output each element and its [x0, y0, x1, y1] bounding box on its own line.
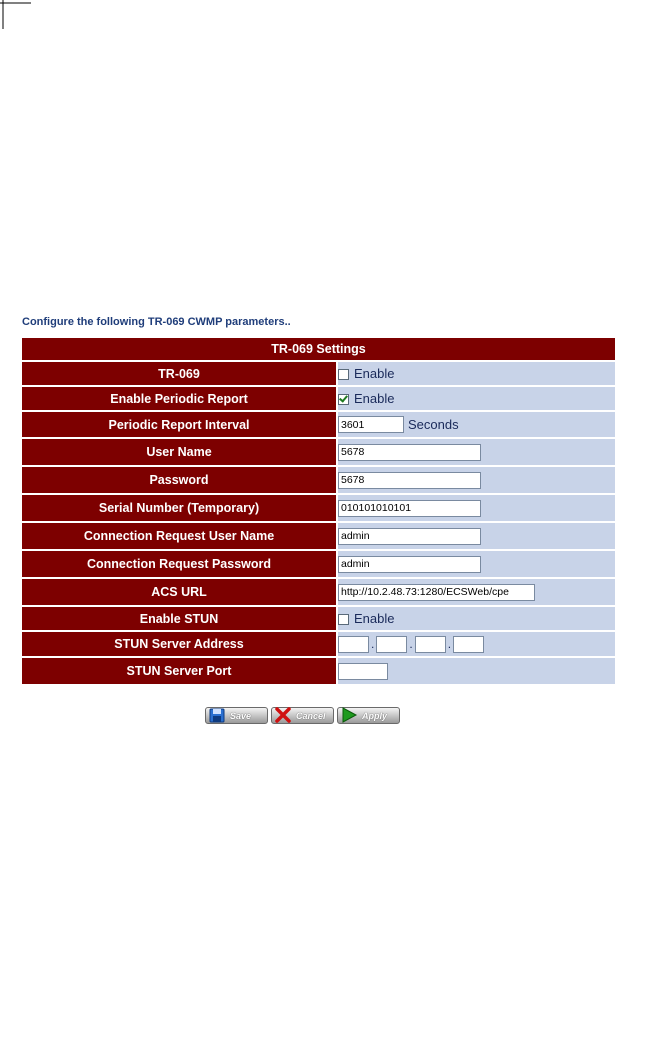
serial-number-input[interactable]	[338, 500, 481, 517]
user-name-label: User Name	[22, 439, 338, 465]
conn-req-user-label: Connection Request User Name	[22, 523, 338, 549]
row-enable-periodic-report	[22, 387, 615, 410]
cancel-button-label: Cancel	[296, 711, 326, 721]
tr069-enable-label: Enable	[354, 366, 395, 382]
apply-button[interactable]	[337, 707, 400, 724]
page-corner-mark	[0, 0, 31, 29]
tr069-enable-checkbox[interactable]	[338, 365, 394, 380]
stun-port-input[interactable]	[338, 663, 388, 680]
acs-url-input[interactable]	[338, 584, 535, 601]
green-play-arrow-icon	[340, 706, 358, 724]
periodic-report-value-cell	[338, 387, 615, 410]
periodic-interval-value-cell	[338, 412, 615, 437]
stun-address-label: STUN Server Address	[22, 632, 338, 656]
periodic-report-label: Enable Periodic Report	[22, 387, 338, 410]
conn-req-password-label: Connection Request Password	[22, 551, 338, 577]
stun-enable-checkbox[interactable]	[338, 610, 394, 625]
password-value-cell	[338, 467, 615, 493]
stun-port-label: STUN Server Port	[22, 658, 338, 684]
stun-port-value-cell	[338, 658, 615, 684]
intro-text: Configure the following TR-069 CWMP parameters..	[22, 316, 291, 328]
row-password	[22, 467, 615, 493]
tr069-value-cell	[338, 362, 615, 385]
periodic-report-enable-label: Enable	[354, 391, 395, 407]
periodic-interval-input[interactable]	[338, 416, 404, 433]
row-acs-url	[22, 579, 615, 605]
octet-separator: .	[371, 637, 375, 652]
apply-button-label: Apply	[362, 711, 388, 721]
checkbox-unchecked-icon[interactable]	[338, 369, 349, 380]
conn-req-user-input[interactable]	[338, 528, 481, 545]
conn-req-user-value-cell	[338, 523, 615, 549]
checkbox-checked-icon[interactable]	[338, 394, 349, 405]
cancel-button[interactable]	[271, 707, 334, 724]
password-input[interactable]	[338, 472, 481, 489]
row-tr069	[22, 362, 615, 385]
row-enable-stun	[22, 607, 615, 630]
periodic-interval-label: Periodic Report Interval	[22, 412, 338, 437]
row-stun-server-port	[22, 658, 615, 684]
interval-unit-label: Seconds	[408, 417, 459, 433]
row-periodic-report-interval	[22, 412, 615, 437]
password-label: Password	[22, 467, 338, 493]
enable-stun-label: Enable STUN	[22, 607, 338, 630]
user-name-input[interactable]	[338, 444, 481, 461]
octet-separator: .	[447, 637, 452, 652]
acs-url-label: ACS URL	[22, 579, 338, 605]
table-title: TR-069 Settings	[22, 338, 615, 360]
octet-separator: .	[409, 637, 413, 652]
conn-req-password-input[interactable]	[338, 556, 481, 573]
enable-stun-value-cell	[338, 607, 615, 630]
floppy-disk-icon	[208, 706, 226, 724]
save-button[interactable]	[205, 707, 268, 724]
tr069-label: TR-069	[22, 362, 338, 385]
row-user-name	[22, 439, 615, 465]
stun-enable-label: Enable	[354, 611, 395, 627]
stun-address-octet-4[interactable]	[453, 636, 484, 653]
serial-number-label: Serial Number (Temporary)	[22, 495, 338, 521]
red-x-icon	[274, 706, 292, 724]
checkbox-unchecked-icon[interactable]	[338, 614, 349, 625]
row-serial-number	[22, 495, 615, 521]
row-connection-request-user-name	[22, 523, 615, 549]
stun-address-octet-1[interactable]	[338, 636, 369, 653]
stun-address-octet-2[interactable]	[376, 636, 407, 653]
stun-address-value-cell	[338, 632, 615, 656]
stun-address-octet-3[interactable]	[415, 636, 446, 653]
serial-number-value-cell	[338, 495, 615, 521]
table-header-row	[22, 338, 615, 360]
user-name-value-cell	[338, 439, 615, 465]
periodic-report-enable-checkbox[interactable]	[338, 390, 394, 405]
save-button-label: Save	[230, 711, 252, 721]
row-stun-server-address	[22, 632, 615, 656]
tr069-settings-table	[22, 336, 615, 686]
row-connection-request-password	[22, 551, 615, 577]
conn-req-password-value-cell	[338, 551, 615, 577]
acs-url-value-cell	[338, 579, 615, 605]
